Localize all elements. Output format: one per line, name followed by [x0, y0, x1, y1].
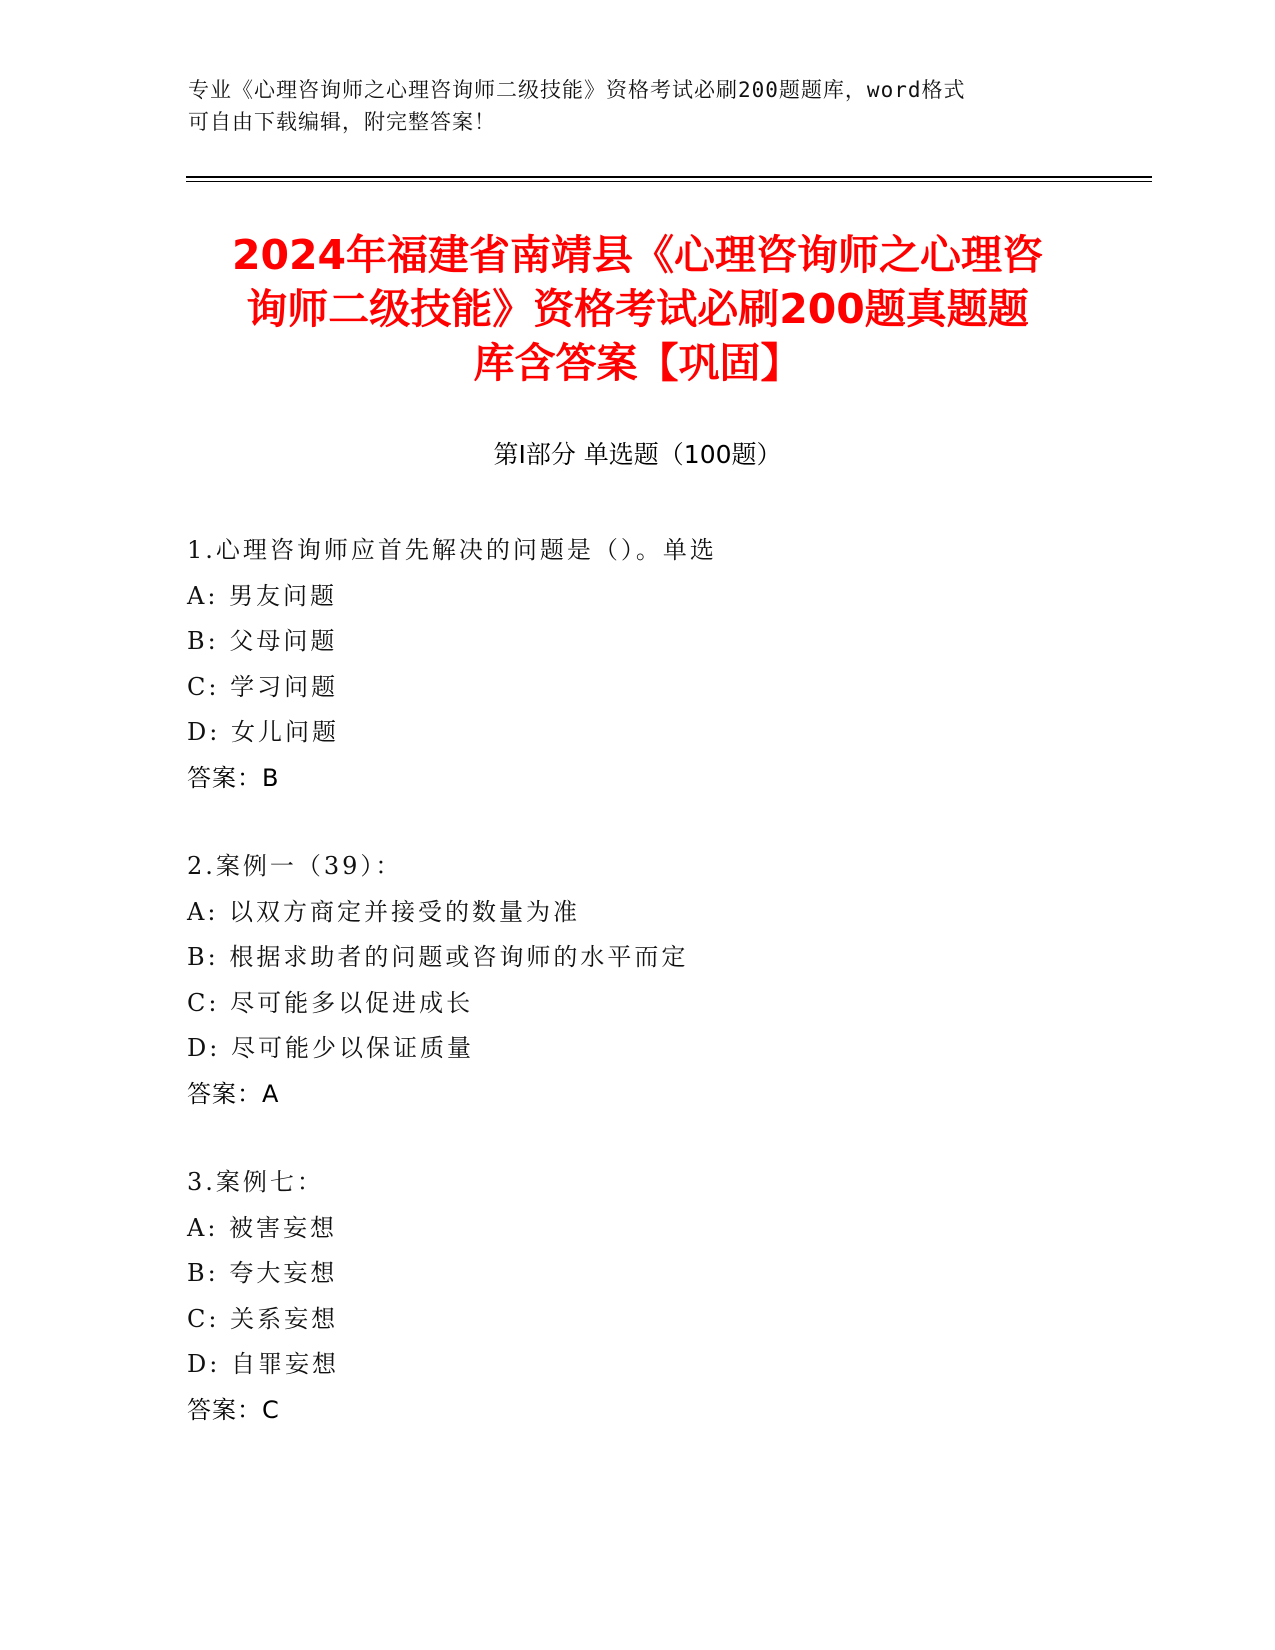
- option-c: C: 关系妄想: [187, 1304, 339, 1333]
- question-2: [187, 844, 1087, 1117]
- header-note: [188, 74, 1068, 138]
- question-stem: 3.案例七：: [187, 1168, 324, 1196]
- option-a: A: 以双方商定并接受的数量为准: [187, 897, 581, 926]
- option-a: A: 被害妄想: [187, 1213, 338, 1242]
- question-1: [187, 528, 1087, 801]
- question-3: [187, 1160, 1087, 1433]
- section-heading: 第Ⅰ部分 单选题（100题）: [493, 440, 782, 469]
- answer: 答案：B: [187, 763, 280, 792]
- question-stem: 2.案例一（39）：: [187, 852, 403, 880]
- option-c: C: 学习问题: [187, 672, 339, 701]
- header-divider-thin: [186, 181, 1152, 182]
- header-note-line-1: 专业《心理咨询师之心理咨询师二级技能》资格考试必刷200题题库，word格式: [188, 78, 966, 102]
- answer: 答案：C: [187, 1395, 280, 1424]
- question-stem: 1.心理咨询师应首先解决的问题是（）。单选: [187, 536, 717, 564]
- answer: 答案：A: [187, 1079, 280, 1108]
- document-title: [150, 228, 1125, 390]
- document-title-line-1: 2024年福建省南靖县《心理咨询师之心理咨: [231, 231, 1044, 279]
- question-list: [187, 528, 1087, 1476]
- document-title-line-2: 询师二级技能》资格考试必刷200题真题题: [246, 285, 1029, 333]
- option-b: B: 夸大妄想: [187, 1259, 338, 1287]
- option-d: D: 尽可能少以保证质量: [187, 1034, 474, 1062]
- option-b: B: 根据求助者的问题或咨询师的水平而定: [187, 943, 689, 971]
- option-d: D: 自罪妄想: [187, 1350, 339, 1378]
- option-c: C: 尽可能多以促进成长: [187, 988, 474, 1017]
- option-d: D: 女儿问题: [187, 718, 339, 746]
- option-b: B: 父母问题: [187, 627, 338, 655]
- header-note-line-2: 可自由下载编辑，附完整答案！: [188, 110, 496, 134]
- header-divider-thick: [186, 176, 1152, 178]
- option-a: A: 男友问题: [187, 581, 338, 610]
- document-title-line-3: 库含答案【巩固】: [473, 339, 802, 387]
